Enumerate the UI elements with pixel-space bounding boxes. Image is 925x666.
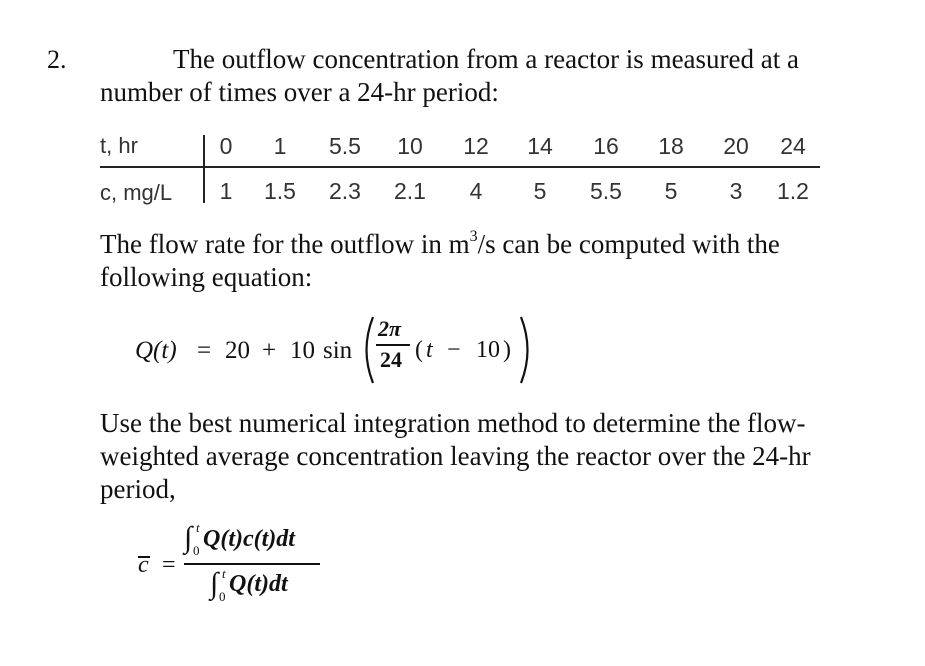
c-cell: 4: [469, 178, 483, 204]
num-body: Q(t)c(t)dt: [203, 526, 295, 552]
eq-paren-close: ): [503, 337, 511, 363]
t-cell: 20: [723, 133, 749, 159]
eq-shift: 10: [476, 337, 500, 363]
den-lower-limit: 0: [219, 589, 226, 604]
t-cell: 10: [397, 133, 423, 159]
eq-big-paren-right: [518, 315, 536, 385]
avg-fraction-bar: [184, 563, 320, 565]
avg-lhs: c: [138, 552, 149, 578]
eq-frac-bar: [376, 344, 410, 346]
eq-plus: +: [262, 337, 277, 364]
eq-const: 20: [225, 337, 250, 364]
flow-text-line-1: [100, 228, 780, 260]
table-row-label-c: c, mg/L: [100, 180, 173, 205]
eq-sin: sin: [323, 337, 353, 364]
intro-line-2: number of times over a 24-hr period:: [100, 77, 499, 107]
t-cell: 12: [463, 133, 489, 159]
eq-coef: 10: [290, 337, 315, 364]
c-cell: 3: [729, 178, 743, 204]
c-cell: 2.3: [329, 178, 361, 204]
c-cell: 1.2: [777, 178, 809, 204]
flow-text-line-1-b: /s can be computed with the: [477, 229, 780, 259]
eq-big-paren-left: [358, 315, 376, 385]
c-cell: 5: [533, 178, 547, 204]
intro-line-1: The outflow concentration from a reactor is measured at a: [173, 44, 799, 74]
eq-frac-numerator: 2π: [378, 316, 402, 341]
problem-number: 2.: [47, 45, 67, 74]
table-row-label-t: t, hr: [100, 133, 138, 158]
num-integral-sign: ∫: [184, 521, 193, 554]
use-text-line-2: weighted average concentration leaving the reactor over the 24-hr: [100, 441, 811, 471]
avg-equals: =: [162, 552, 176, 578]
eq-lhs: Q(t): [135, 337, 177, 364]
eq-paren-open: (: [415, 337, 423, 363]
t-cell: 0: [219, 133, 233, 159]
eq-equals: =: [197, 337, 212, 364]
t-cell: 16: [593, 133, 619, 159]
c-cell: 1: [219, 178, 233, 204]
t-cell: 1: [273, 133, 287, 159]
t-cell: 14: [527, 133, 553, 159]
flow-text-superscript: 3: [469, 228, 478, 245]
eq-arg-t: t: [426, 337, 433, 363]
flow-text-line-2: following equation:: [100, 262, 313, 292]
t-cell: 24: [780, 133, 806, 159]
den-body: Q(t)dt: [229, 571, 288, 597]
table-divider-horizontal: [100, 166, 820, 168]
t-cell: 5.5: [329, 133, 361, 159]
flow-text-line-1-a: The flow rate for the outflow in m: [100, 229, 470, 259]
use-text-line-1: Use the best numerical integration method to determine the flow-: [100, 408, 806, 438]
eq-minus: −: [447, 337, 461, 363]
c-cell: 1.5: [264, 178, 296, 204]
eq-frac-denominator: 24: [380, 347, 402, 372]
use-text-line-3: period,: [100, 474, 176, 504]
den-upper-limit: t: [222, 566, 226, 581]
c-cell: 5.5: [590, 178, 622, 204]
c-cell: 5: [664, 178, 678, 204]
num-lower-limit: 0: [193, 543, 200, 558]
c-cell: 2.1: [394, 178, 426, 204]
den-integral-sign: ∫: [210, 567, 219, 600]
t-cell: 18: [658, 133, 684, 159]
num-upper-limit: t: [196, 520, 200, 535]
